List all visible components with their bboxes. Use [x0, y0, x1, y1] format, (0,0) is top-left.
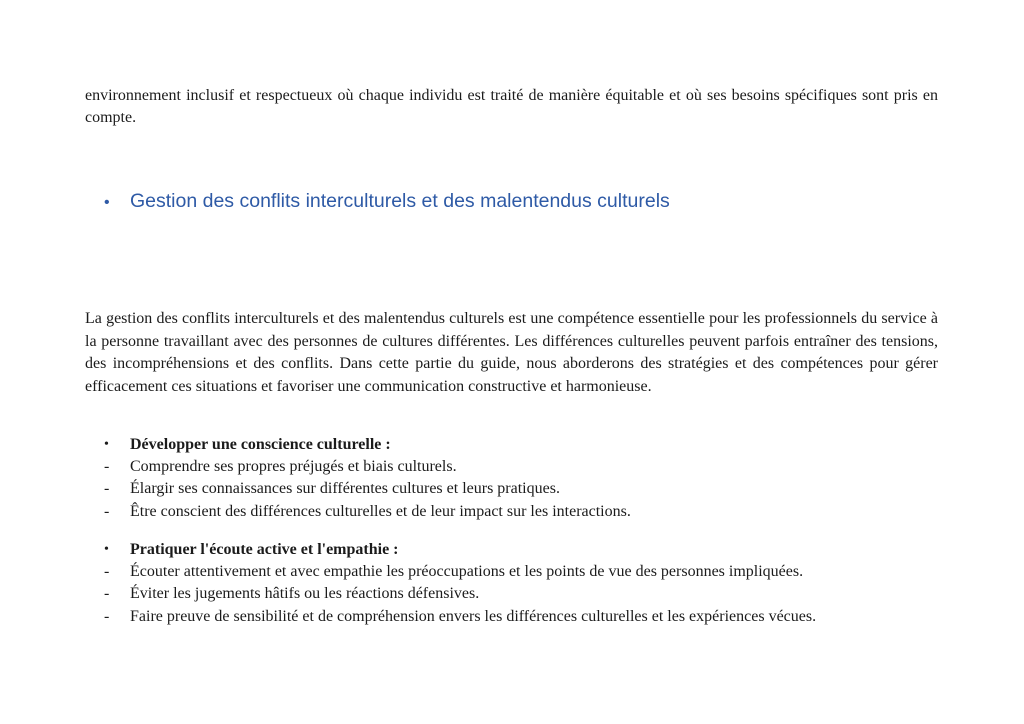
list-item-text: Être conscient des différences culturelles et de leur impact sur les interactions. — [130, 502, 631, 520]
list-title-row — [104, 434, 946, 456]
heading-bullet-icon: • — [104, 194, 110, 211]
bullet-section-1 — [104, 434, 946, 523]
intro-paragraph: environnement inclusif et respectueux où chaque individu est traité de manière équitable et où ses besoins spécifiques sont pris en compte. — [85, 87, 938, 126]
list-item — [104, 501, 946, 523]
list-item — [104, 561, 946, 583]
list-title: Pratiquer l'écoute active et l'empathie : — [130, 541, 399, 558]
list-item — [104, 583, 946, 605]
dash-icon: - — [104, 607, 110, 625]
bullet-icon: • — [104, 437, 109, 452]
list-item-text: Écouter attentivement et avec empathie les préoccupations et les points de vue des personnes impliquées. — [130, 563, 804, 581]
section-heading — [104, 190, 670, 213]
list-item-text: Élargir ses connaissances sur différentes cultures et leurs pratiques. — [130, 480, 560, 498]
bullet-section-2 — [104, 539, 946, 628]
dash-icon: - — [104, 585, 110, 603]
list-title: Développer une conscience culturelle : — [130, 436, 391, 453]
dash-icon: - — [104, 480, 110, 498]
bullet-icon: • — [104, 542, 109, 557]
list-item — [104, 606, 946, 628]
dash-icon: - — [104, 563, 110, 581]
dash-icon: - — [104, 458, 110, 476]
section-heading-label: Gestion des conflits interculturels et des malentendus culturels — [130, 190, 670, 212]
body-paragraph: La gestion des conflits interculturels et des malentendus culturels est une compétence essentielle pour les professionnels du service à la personne travaillant avec des personnes de cultures différentes. Les différences culturelles peuvent parfois entraîner des tensions, des incompréhensions et des conflits. Dans cette partie du guide, nous aborderons des stratégies et des compétences pour gérer efficacement ces situations et favoriser une communication constructive et harmonieuse. — [85, 310, 938, 395]
list-item-text: Faire preuve de sensibilité et de compréhension envers les différences culturelles et les expériences vécues. — [130, 607, 817, 625]
list-title-row — [104, 539, 946, 561]
list-item-text: Éviter les jugements hâtifs ou les réactions défensives. — [130, 585, 480, 603]
list-item — [104, 478, 946, 500]
dash-icon: - — [104, 502, 110, 520]
list-item-text: Comprendre ses propres préjugés et biais culturels. — [130, 458, 457, 476]
list-item — [104, 456, 946, 478]
